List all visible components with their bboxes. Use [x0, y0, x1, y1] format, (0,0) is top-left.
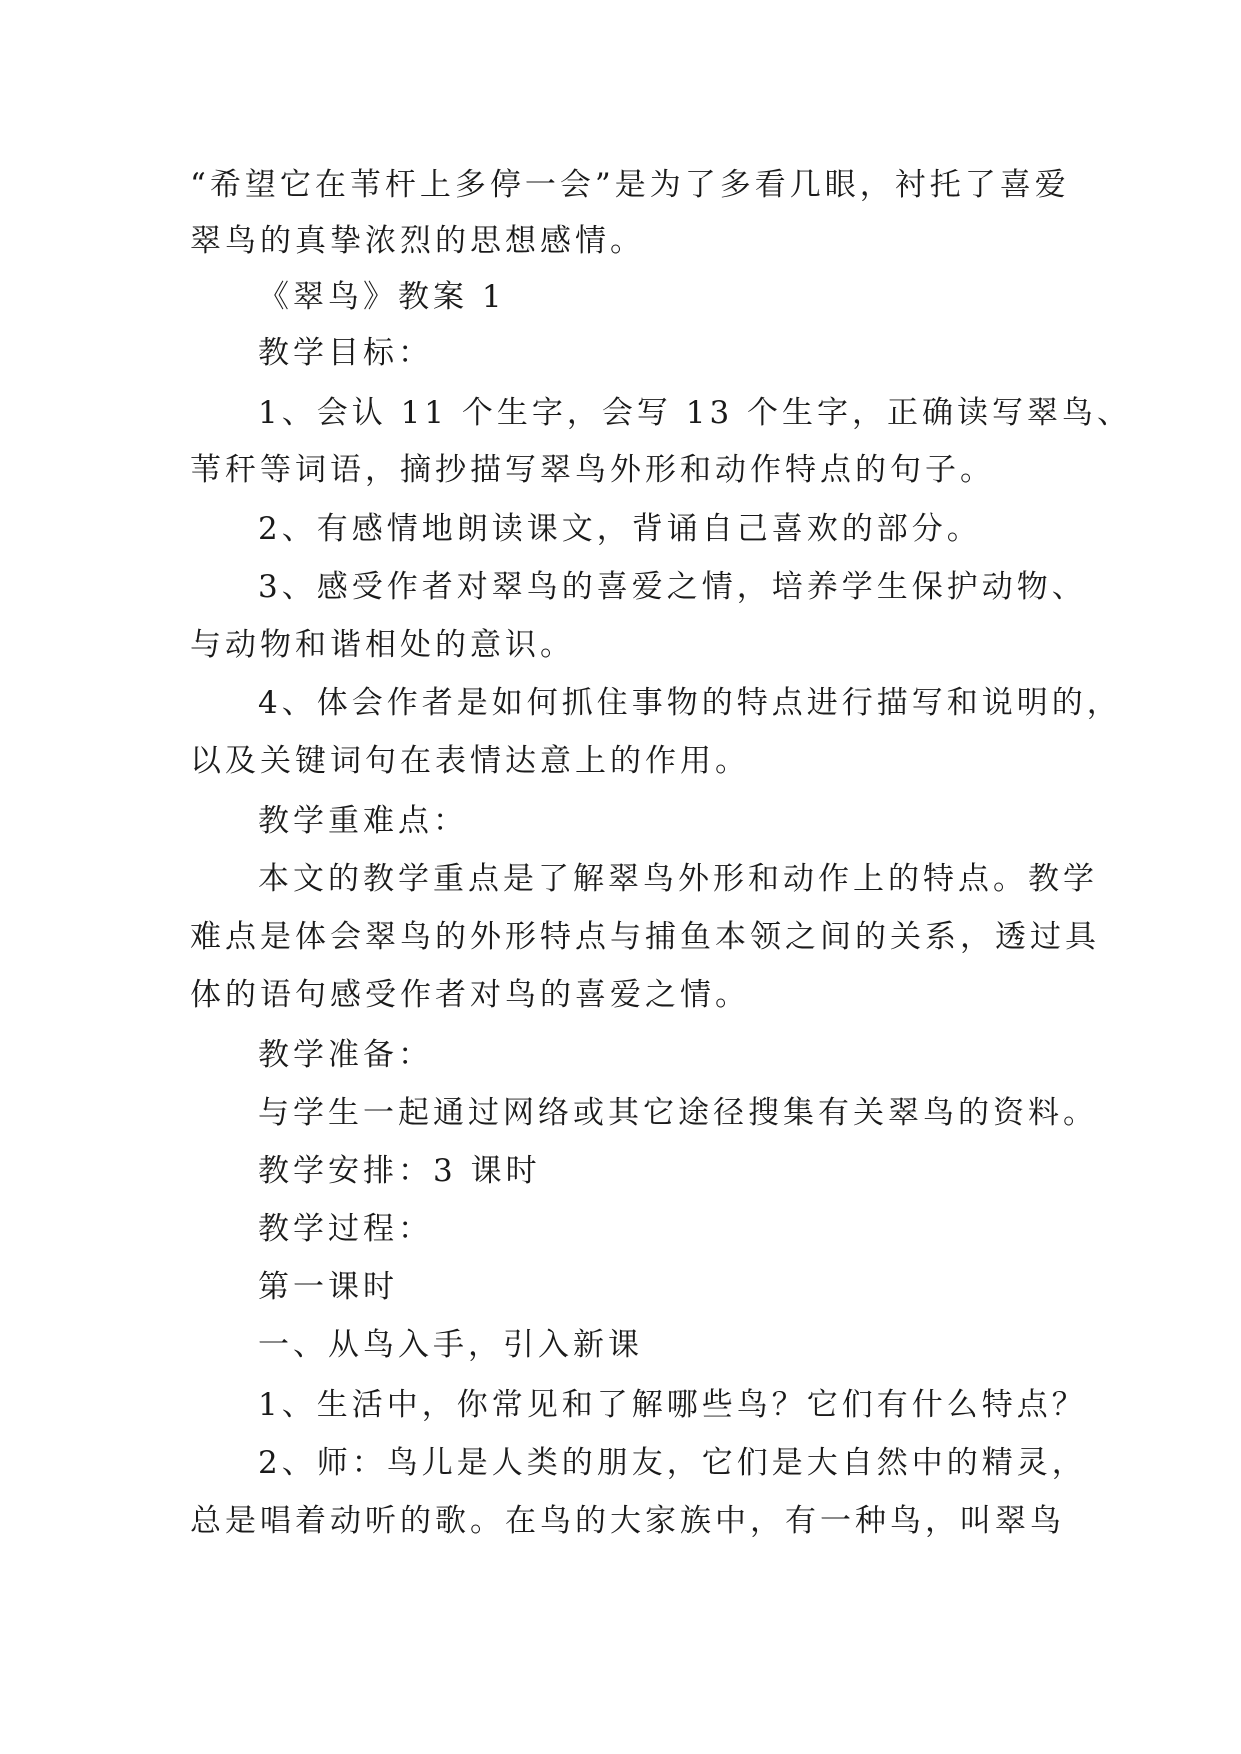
section-heading: 第一课时: [258, 1269, 398, 1305]
text-line: 难点是体会翠鸟的外形特点与捕鱼本领之间的关系，透过具: [190, 919, 1100, 955]
text-line: 2、有感情地朗读课文，背诵自己喜欢的部分。: [258, 511, 982, 547]
text-line: 1、生活中，你常见和了解哪些鸟？它们有什么特点？: [258, 1387, 1087, 1423]
text-line: 本文的教学重点是了解翠鸟外形和动作上的特点。教学: [258, 861, 1098, 897]
text-line: 教学安排：3 课时: [258, 1153, 541, 1189]
text-line: 苇秆等词语，摘抄描写翠鸟外形和动作特点的句子。: [190, 452, 995, 488]
text-line: 3、感受作者对翠鸟的喜爱之情，培养学生保护动物、: [258, 569, 1087, 605]
section-heading: 一、从鸟入手，引入新课: [258, 1327, 643, 1363]
lesson-plan-title: 《翠鸟》教案 1: [258, 279, 506, 315]
text-line: 2、师：鸟儿是人类的朋友，它们是大自然中的精灵，: [258, 1445, 1087, 1481]
section-heading: 教学过程：: [258, 1211, 433, 1247]
text-line: 1、会认 11 个生字，会写 13 个生字，正确读写翠鸟、: [258, 395, 1133, 431]
section-heading: 教学重难点：: [258, 803, 468, 839]
text-line: 与学生一起通过网络或其它途径搜集有关翠鸟的资料。: [258, 1095, 1098, 1131]
section-heading: 教学目标：: [258, 335, 433, 371]
text-line: 翠鸟的真挚浓烈的思想感情。: [190, 223, 645, 259]
text-line: “希望它在苇杆上多停一会”是为了多看几眼，衬托了喜爱: [190, 167, 1070, 203]
text-line: 体的语句感受作者对鸟的喜爱之情。: [190, 977, 750, 1013]
text-line: 4、体会作者是如何抓住事物的特点进行描写和说明的，: [258, 685, 1122, 721]
section-heading: 教学准备：: [258, 1037, 433, 1073]
text-line: 与动物和谐相处的意识。: [190, 627, 575, 663]
text-line: 以及关键词句在表情达意上的作用。: [190, 743, 750, 779]
text-line: 总是唱着动听的歌。在鸟的大家族中，有一种鸟，叫翠鸟: [190, 1503, 1065, 1539]
